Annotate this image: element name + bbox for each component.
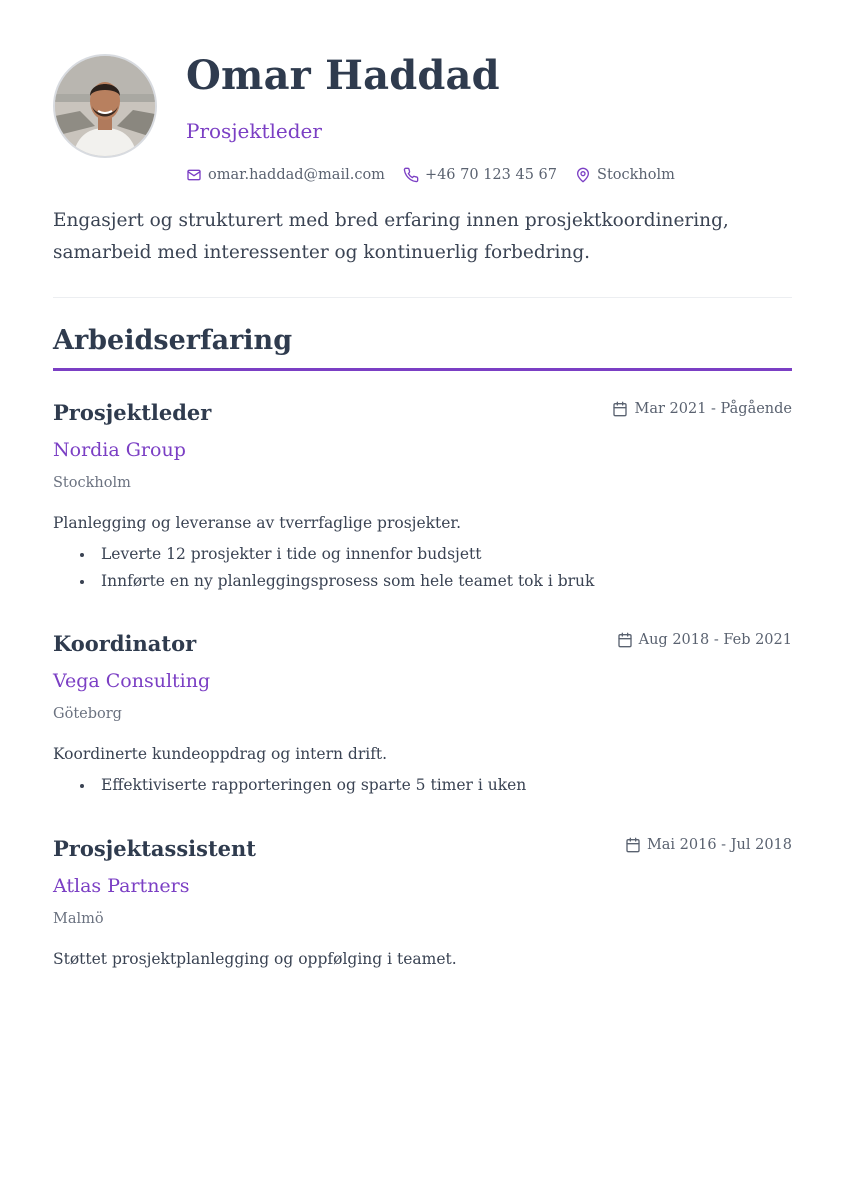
location-text: Stockholm	[597, 167, 675, 183]
candidate-headline: Prosjektleder	[186, 119, 322, 143]
job-achievements	[53, 541, 792, 595]
contact-location	[575, 164, 675, 186]
contact-list	[186, 164, 675, 186]
job-date-text: Mar 2021 - Pågående	[634, 401, 792, 417]
job-entry	[53, 834, 792, 971]
job-company: Vega Consulting	[53, 670, 211, 692]
calendar-icon	[612, 401, 628, 417]
profile-summary: Engasjert og strukturert med bred erfaring innen prosjektkoordinering, samarbeid med interessenter og kontinuerlig forbedring.	[53, 210, 729, 263]
job-company: Atlas Partners	[53, 875, 190, 897]
calendar-icon	[625, 837, 641, 853]
phone-text: +46 70 123 45 67	[424, 167, 558, 183]
job-company: Nordia Group	[53, 439, 186, 461]
calendar-icon	[617, 632, 633, 648]
email-text: omar.haddad@mail.com	[208, 167, 385, 183]
job-entry	[53, 629, 792, 799]
phone-icon	[403, 167, 419, 183]
job-title: Prosjektleder	[53, 400, 212, 425]
section-rule	[53, 368, 792, 371]
job-description: Støttet prosjektplanlegging og oppfølging i teamet.	[53, 950, 457, 968]
achievement-item: Effektiviserte rapporteringen og sparte 5 timer i uken	[101, 772, 792, 799]
job-date	[617, 629, 792, 651]
job-date-text: Mai 2016 - Jul 2018	[646, 837, 792, 853]
header-divider	[53, 297, 792, 298]
section-title-experience: Arbeidserfaring	[53, 325, 293, 356]
job-entry	[53, 398, 792, 595]
avatar	[53, 54, 157, 158]
job-date	[612, 398, 792, 420]
contact-email[interactable]	[186, 164, 385, 186]
job-location: Stockholm	[53, 475, 131, 491]
envelope-icon	[186, 167, 202, 183]
job-title: Prosjektassistent	[53, 836, 256, 861]
achievement-item: Innførte en ny planleggingsprosess som hele teamet tok i bruk	[101, 568, 792, 595]
job-location: Malmö	[53, 911, 104, 927]
job-date-text: Aug 2018 - Feb 2021	[638, 632, 792, 648]
contact-phone[interactable]	[403, 164, 557, 186]
job-description: Koordinerte kundeoppdrag og intern drift.	[53, 745, 388, 763]
job-description: Planlegging og leveranse av tverrfaglige prosjekter.	[53, 514, 462, 532]
map-pin-icon	[575, 167, 591, 183]
candidate-name: Omar Haddad	[186, 52, 500, 99]
job-date	[625, 834, 792, 856]
profile-photo	[55, 56, 155, 156]
job-location: Göteborg	[53, 706, 122, 722]
job-title: Koordinator	[53, 631, 197, 656]
job-achievements	[53, 772, 792, 799]
achievement-item: Leverte 12 prosjekter i tide og innenfor budsjett	[101, 541, 792, 568]
